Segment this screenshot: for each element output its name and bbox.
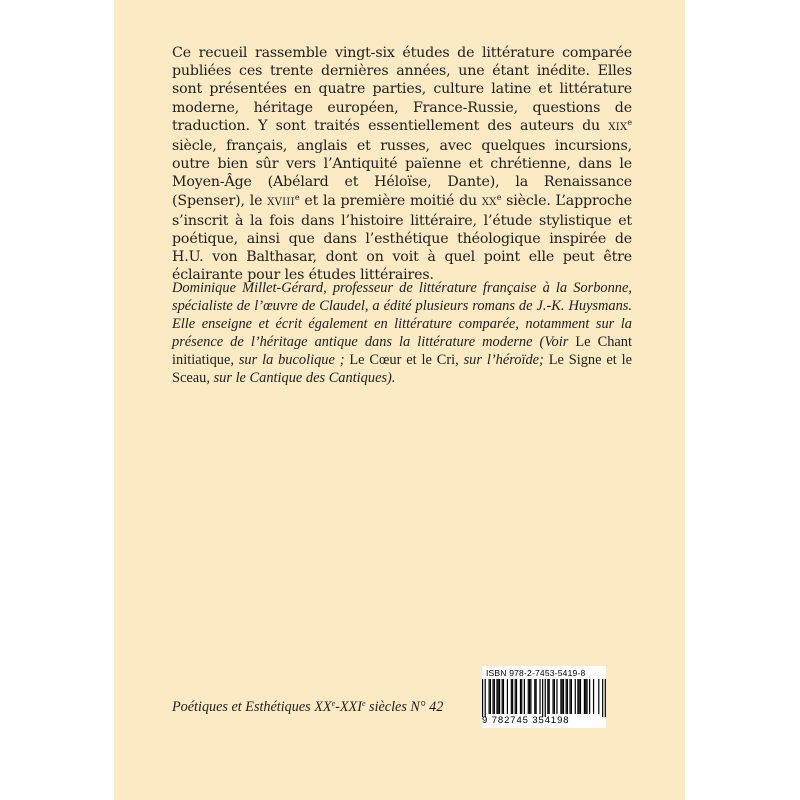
barcode-bar xyxy=(492,679,493,714)
barcode-bar xyxy=(524,679,525,714)
barcode-bar xyxy=(507,679,508,714)
summary-text-1: Ce recueil rassemble vingt-six études de littérature comparée publiées ces trente dernières années, une étant inédite. Elles sont présentées en quatre parties, culture latine et littérature moderne, héritage européen, France-Russie, questions de traduction. Y sont traités essentiellement des auteurs du xyxy=(172,45,632,134)
isbn-digits: 9 782745 354198 xyxy=(482,715,570,726)
barcode-bar xyxy=(498,679,499,714)
barcode-bar xyxy=(521,679,522,714)
superscript-e: e xyxy=(496,192,502,202)
century-xix: XIX xyxy=(608,121,628,133)
summary-text-3: et la première moitié du xyxy=(299,192,482,209)
superscript-e: e xyxy=(294,192,300,202)
barcode-bar xyxy=(539,679,540,714)
superscript-e: e xyxy=(331,699,336,708)
barcode-bar xyxy=(549,679,550,714)
series-title xyxy=(172,698,472,716)
barcode-bar xyxy=(562,679,563,714)
barcode-bar xyxy=(494,679,495,714)
book-summary xyxy=(172,44,632,285)
barcode-image xyxy=(482,679,606,717)
barcode-bar xyxy=(512,679,513,714)
barcode-bar xyxy=(490,679,491,714)
barcode-bar xyxy=(536,679,537,714)
barcode-bar xyxy=(571,679,572,714)
barcode-bar xyxy=(584,679,585,714)
barcode-bar xyxy=(502,679,503,714)
century-xx: XX xyxy=(481,196,497,208)
barcode-bar xyxy=(511,679,512,714)
barcode-bar xyxy=(515,679,516,714)
barcode-bar xyxy=(530,679,531,714)
barcode-bar xyxy=(516,679,517,714)
barcode-bar xyxy=(554,679,555,714)
barcode-bar xyxy=(547,679,548,714)
barcode-bar xyxy=(605,679,606,717)
barcode-bar xyxy=(586,679,587,714)
barcode-bar xyxy=(579,679,580,714)
isbn-label: ISBN 978-2-7453-5419-8 xyxy=(486,668,586,678)
bio-text-2: , sur la bucolique ; xyxy=(230,352,350,369)
barcode-bar xyxy=(589,679,590,714)
series-text-3: siècles N° 42 xyxy=(365,699,444,715)
barcode-bar xyxy=(520,679,521,714)
barcode-bar xyxy=(567,679,568,714)
barcode-bar xyxy=(489,679,490,714)
barcode-bar xyxy=(563,679,564,714)
barcode-bar xyxy=(542,679,543,717)
back-cover xyxy=(114,0,685,800)
isbn-barcode-box xyxy=(482,666,606,728)
barcode-bar xyxy=(545,679,546,717)
barcode-bar xyxy=(556,679,557,714)
summary-text-4: siècle. L’approche s’inscrit à la fois dans l’histoire littéraire, l’étude stylistique et poétique, ainsi que dans l’esthétique théologique inspirée de H.U. von Balthasar, dont on voit à quel point elle peut être éclairante pour les études littéraires. xyxy=(172,192,633,284)
author-bio xyxy=(172,279,632,388)
series-text-1: Poétiques et Esthétiques XX xyxy=(172,699,332,715)
barcode-bar xyxy=(560,679,561,714)
barcode-bar xyxy=(482,679,483,717)
barcode-bar xyxy=(496,679,497,714)
barcode-bar xyxy=(528,679,529,714)
barcode-bar xyxy=(577,679,578,714)
series-text-2: -XXI xyxy=(335,699,362,715)
barcode-bar xyxy=(598,679,599,714)
book-title-chant: Le Chant initiatique xyxy=(172,334,632,369)
barcode-bar xyxy=(585,679,586,714)
barcode-bar xyxy=(566,679,567,714)
barcode-bar xyxy=(569,679,570,714)
bio-text-4: , sur le Cantique des Cantiques). xyxy=(206,370,396,387)
superscript-e: e xyxy=(361,699,366,708)
barcode-bar xyxy=(575,679,576,714)
barcode-bar xyxy=(580,679,581,714)
book-title-coeur: Le Cœur et le Cri xyxy=(349,352,456,369)
barcode-bar xyxy=(485,679,486,717)
barcode-bar xyxy=(593,679,594,714)
book-title-signe: Le Signe et le Sceau xyxy=(172,352,632,387)
century-xviii: XVIII xyxy=(267,196,295,208)
superscript-e: e xyxy=(627,117,632,127)
barcode-bar xyxy=(529,679,530,714)
bio-text-1: Dominique Millet-Gérard, professeur de littérature française à la Sorbonne, spécialiste de l’œuvre de Claudel, a édité plusieurs romans de J.-K. Huysmans. Elle enseigne et écrit également en littérature comparée, notamment sur la présence de l’héritage antique dans la littérature moderne (Voir xyxy=(172,280,632,351)
barcode-bar xyxy=(499,679,500,714)
barcode-bar xyxy=(552,679,553,714)
bio-text-3: , sur l’héroïde; xyxy=(455,352,549,369)
summary-text-2: siècle, français, anglais et russes, avec quelques incursions, outre bien sûr vers l’Antiquité païenne et chrétienne, dans le Moyen-Âge (Abélard et Héloïse, Dante), la Renaissance (Spenser), le xyxy=(172,138,632,209)
barcode-bar xyxy=(602,679,603,717)
barcode-bar xyxy=(503,679,504,714)
barcode-bar xyxy=(534,679,535,714)
